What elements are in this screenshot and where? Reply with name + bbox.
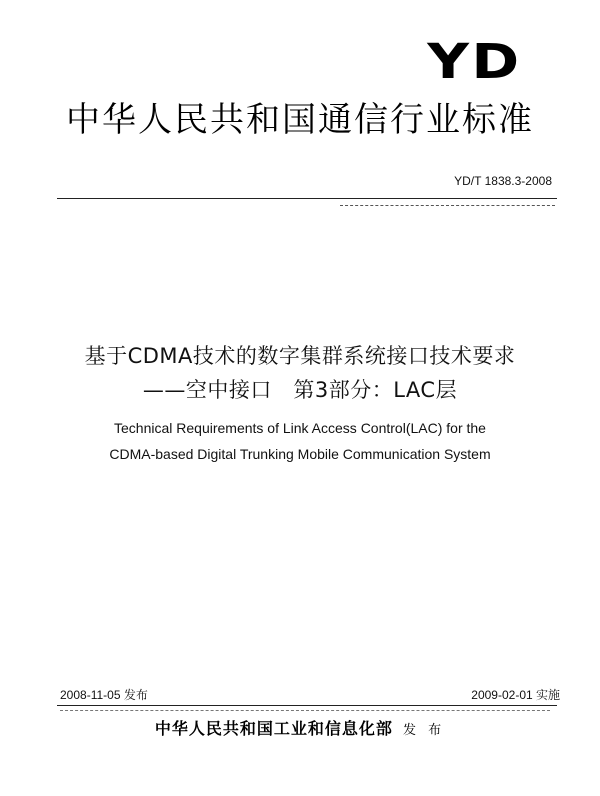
document-title-en-line-1: Technical Requirements of Link Access Control(LAC) for the bbox=[114, 420, 486, 436]
publisher-line bbox=[0, 716, 600, 739]
publish-date: 2008-11-05 发布 bbox=[60, 688, 148, 702]
header-divider-secondary bbox=[340, 205, 555, 206]
document-title-cn-line-1: 基于CDMA技术的数字集群系统接口技术要求 bbox=[84, 344, 516, 368]
footer-divider-secondary bbox=[60, 710, 550, 711]
header-divider bbox=[57, 198, 557, 199]
document-title-en-line-2: CDMA-based Digital Trunking Mobile Communication System bbox=[109, 446, 491, 462]
publisher-name: 中华人民共和国工业和信息化部 bbox=[154, 719, 393, 738]
standard-logo: YD bbox=[427, 34, 522, 90]
standard-category-title: 中华人民共和国通信行业标准 bbox=[66, 100, 534, 140]
implementation-date: 2009-02-01 实施 bbox=[471, 688, 560, 702]
standard-number: YD/T 1838.3-2008 bbox=[454, 174, 552, 188]
document-title-cn-line-2: ——空中接口 第3部分：LAC层 bbox=[142, 378, 458, 402]
publisher-action: 发 布 bbox=[402, 723, 446, 738]
footer-divider bbox=[57, 705, 557, 706]
